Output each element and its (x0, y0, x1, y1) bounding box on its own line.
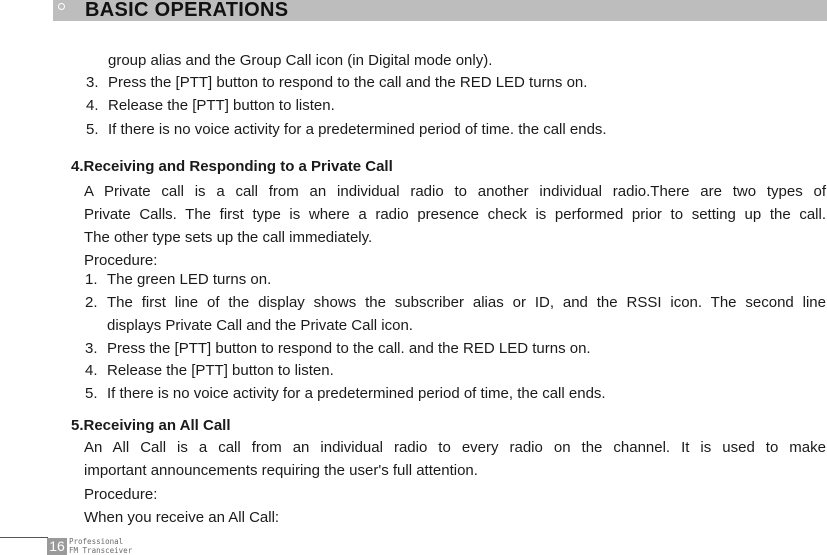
paragraph-line: The other type sets up the call immediately. (84, 229, 373, 246)
paragraph-line: A Private call is a call from an individual radio to another individual radio.There are two types of (84, 183, 826, 200)
list-item (86, 97, 335, 115)
list-text: The green LED turns on. (107, 271, 272, 288)
bullet-icon (58, 3, 65, 10)
list-number: 5. (86, 121, 99, 138)
list-text: Release the [PTT] button to listen. (107, 362, 334, 379)
section-heading: 5.Receiving an All Call (71, 417, 231, 434)
list-item-continuation: displays Private Call and the Private Call icon. (107, 317, 413, 334)
list-number: 2. (85, 294, 98, 311)
list-text: Press the [PTT] button to respond to the call. and the RED LED turns on. (107, 340, 591, 357)
footer-line: Professional (69, 537, 124, 546)
list-text: Press the [PTT] button to respond to the call and the RED LED turns on. (108, 74, 588, 91)
footer-rule (0, 537, 48, 538)
footer-line: FM Transceiver (69, 546, 133, 555)
list-number: 3. (86, 74, 99, 91)
page-number: 16 (47, 538, 67, 555)
paragraph-line: An All Call is a call from an individual radio to every radio on the channel. It is used to make (84, 439, 826, 456)
list-text: If there is no voice activity for a predetermined period of time, the call ends. (107, 385, 606, 402)
list-text: The first line of the display shows the subscriber alias or ID, and the RSSI icon. The second line (107, 294, 826, 311)
list-item (85, 271, 271, 289)
procedure-label: Procedure: (84, 252, 158, 269)
list-item (85, 385, 606, 403)
list-number: 5. (85, 385, 98, 402)
list-item (85, 362, 334, 380)
list-item (86, 74, 587, 92)
page-title: BASIC OPERATIONS (85, 0, 289, 21)
list-item (86, 121, 607, 139)
list-number: 1. (85, 271, 98, 288)
paragraph-line: When you receive an All Call: (84, 509, 280, 526)
list-number: 4. (86, 97, 99, 114)
list-number: 4. (85, 362, 98, 379)
list-number: 3. (85, 340, 98, 357)
paragraph-line: important announcements requiring the user's full attention. (84, 462, 478, 479)
list-text: Release the [PTT] button to listen. (108, 97, 335, 114)
procedure-label: Procedure: (84, 486, 158, 503)
paragraph-line: Private Calls. The first type is where a radio presence check is performed prior to setting up the call. (84, 206, 826, 223)
list-item (85, 294, 826, 312)
section-heading: 4.Receiving and Responding to a Private Call (71, 158, 393, 175)
continuation-line: group alias and the Group Call icon (in Digital mode only). (108, 52, 493, 69)
list-item (85, 340, 591, 358)
footer-caption (69, 537, 132, 555)
list-text: If there is no voice activity for a predetermined period of time. the call ends. (108, 121, 607, 138)
